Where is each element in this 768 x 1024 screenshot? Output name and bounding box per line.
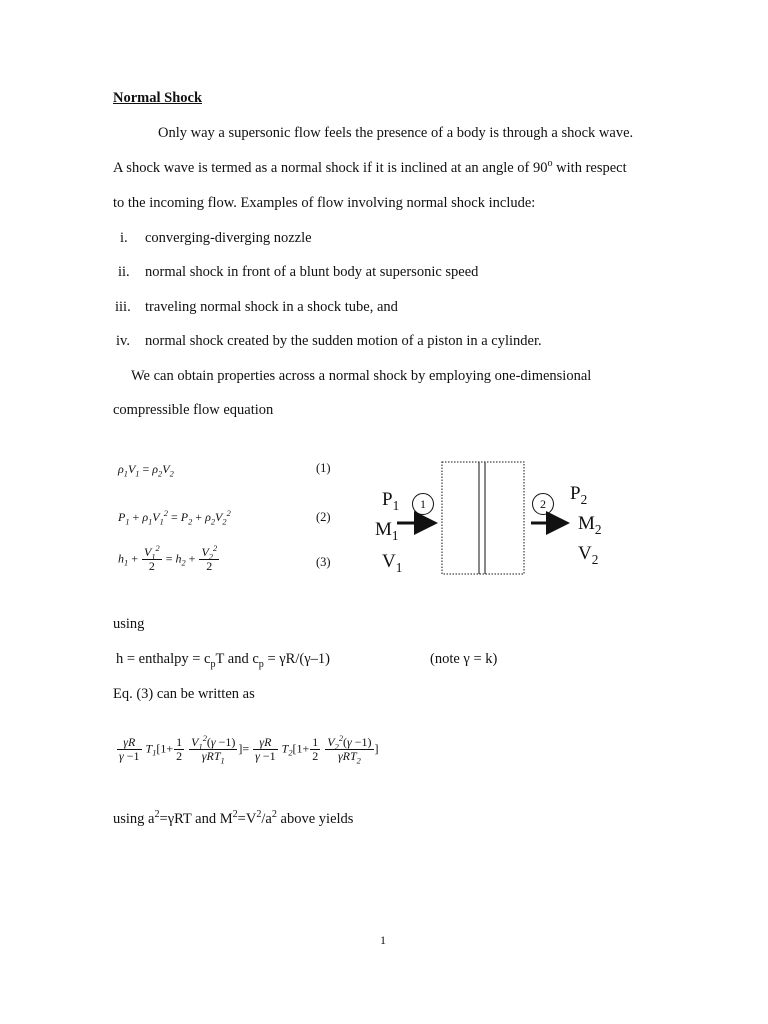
page-number: 1 <box>380 933 386 947</box>
label-p2: $P_2$ <box>570 483 588 507</box>
equation-energy-expanded: $\frac{\gamma R}{\gamma -1}$ $T_1[1+$ $\frac{1}{2}$ $\frac{V_1^2(\gamma -1)}{\gamma RT_1}$ ]= $\frac{\gamma R}{\gamma -1}$ $T_2[1+$ $\frac{1}{2}$ $\frac{V_2^2(\gamma -1)}{\gamma RT_2}$ ] <box>119 734 379 766</box>
label-v1: $V_1$ <box>382 551 403 575</box>
paragraph2-line-2: compressible flow equation <box>113 402 274 418</box>
eq3-rewritten-text: Eq. (3) can be written as <box>113 686 255 702</box>
label-p1: $P_1$ <box>382 489 400 513</box>
paragraph2-line-1: We can obtain properties across a normal shock by employing one-dimensional <box>131 368 592 384</box>
equation-continuity: $\rho_1V_1 = \rho_2V_2$ <box>118 462 174 479</box>
station-1-marker: 1 <box>412 493 434 515</box>
equation-energy: $h_1$ + $\frac{V_1^2}{2}$ = $h_2$ + $\frac{V_2^2}{2}$ <box>118 544 218 573</box>
list-marker: i. <box>120 230 128 246</box>
station-2-marker: 2 <box>532 493 554 515</box>
control-volume-box <box>442 462 524 574</box>
equation-number-1: (1) <box>316 461 331 475</box>
list-item: converging-diverging nozzle <box>145 230 312 246</box>
paragraph-line-1: Only way a supersonic flow feels the presence of a body is through a shock wave. <box>158 125 634 141</box>
paragraph-line-3: to the incoming flow. Examples of flow involving normal shock include: <box>113 195 536 211</box>
equation-momentum: $P_1 + \rho_1V_1^2 = P_2 + \rho_2V_2^2$ <box>118 509 231 527</box>
list-marker: iii. <box>115 299 131 315</box>
list-marker: ii. <box>118 264 130 280</box>
gamma-note: (note γ = k) <box>430 651 498 667</box>
enthalpy-definition: h = enthalpy = $c_pT$ and $c_p = \gamma R/(\gamma-1)$ <box>116 651 330 670</box>
section-heading: Normal Shock <box>113 90 203 106</box>
mach-relation-text: using $a^2=\gamma RT$ and $M^2=V^2/a^2$ above yields <box>113 809 354 827</box>
list-marker: iv. <box>116 333 130 349</box>
list-item: normal shock in front of a blunt body at supersonic speed <box>145 264 479 280</box>
equation-number-3: (3) <box>316 555 331 569</box>
label-v2: $V_2$ <box>578 543 599 567</box>
paragraph-line-2: A shock wave is termed as a normal shock if it is inclined at an angle of 90$^o$ with respect <box>113 158 627 176</box>
equation-number-2: (2) <box>316 510 331 524</box>
list-item: traveling normal shock in a shock tube, and <box>145 299 398 315</box>
using-text: using <box>113 616 145 632</box>
list-item: normal shock created by the sudden motion of a piston in a cylinder. <box>145 333 542 349</box>
label-m1: $M_1$ <box>375 519 399 543</box>
label-m2: $M_2$ <box>578 513 602 537</box>
